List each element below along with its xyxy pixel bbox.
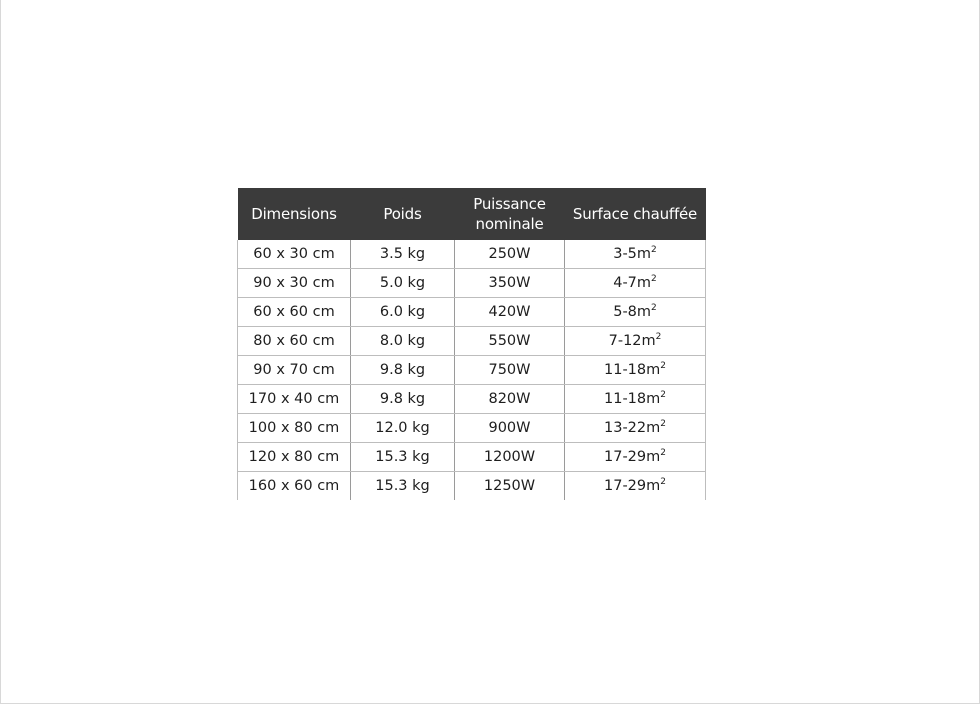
cell-dimensions: 90 x 70 cm: [238, 356, 351, 385]
surface-value: 17-29: [604, 478, 647, 494]
header-row: [238, 188, 706, 240]
cell-dimensions: 120 x 80 cm: [238, 443, 351, 472]
table-row: [238, 414, 706, 443]
cell-poids: 5.0 kg: [351, 269, 455, 298]
cell-surface: [565, 327, 706, 356]
surface-unit-exponent: 2: [660, 419, 666, 429]
header-surface-chauffee: Surface chauffée: [565, 188, 706, 240]
cell-puissance: 550W: [455, 327, 565, 356]
cell-surface: [565, 356, 706, 385]
surface-unit: m: [646, 391, 661, 407]
cell-surface: [565, 298, 706, 327]
surface-unit-exponent: 2: [660, 477, 666, 487]
cell-dimensions: 100 x 80 cm: [238, 414, 351, 443]
cell-puissance: 750W: [455, 356, 565, 385]
surface-value: 3-5: [613, 246, 637, 262]
cell-surface: [565, 269, 706, 298]
table-row: [238, 472, 706, 501]
cell-poids: 9.8 kg: [351, 385, 455, 414]
table-row: [238, 240, 706, 269]
table-row: [238, 327, 706, 356]
surface-value: 13-22: [604, 420, 647, 436]
cell-dimensions: 80 x 60 cm: [238, 327, 351, 356]
surface-unit-exponent: 2: [651, 274, 657, 284]
surface-unit-exponent: 2: [655, 332, 662, 342]
cell-puissance: 250W: [455, 240, 565, 269]
table-row: [238, 269, 706, 298]
table-row: [238, 385, 706, 414]
cell-poids: 9.8 kg: [351, 356, 455, 385]
surface-value: 5-8: [613, 304, 637, 320]
surface-value: 7-12: [608, 333, 642, 349]
cell-surface: [565, 385, 706, 414]
surface-value: 4-7: [613, 275, 637, 291]
cell-surface: [565, 414, 706, 443]
cell-puissance: 1250W: [455, 472, 565, 501]
cell-dimensions: 60 x 30 cm: [238, 240, 351, 269]
cell-poids: 15.3 kg: [351, 472, 455, 501]
cell-surface: [565, 240, 706, 269]
cell-poids: 8.0 kg: [351, 327, 455, 356]
cell-poids: 15.3 kg: [351, 443, 455, 472]
cell-poids: 3.5 kg: [351, 240, 455, 269]
cell-surface: [565, 472, 706, 501]
cell-surface: [565, 443, 706, 472]
surface-unit: m: [636, 246, 652, 262]
cell-puissance: 900W: [455, 414, 565, 443]
surface-unit: m: [646, 420, 661, 436]
surface-unit-exponent: 2: [651, 245, 657, 255]
surface-unit: m: [646, 478, 661, 494]
surface-unit: m: [641, 333, 656, 349]
surface-unit: m: [646, 362, 661, 378]
header-poids: Poids: [351, 188, 455, 240]
cell-dimensions: 90 x 30 cm: [238, 269, 351, 298]
table-row: [238, 298, 706, 327]
surface-value: 17-29: [604, 449, 647, 465]
surface-unit-exponent: 2: [660, 390, 666, 400]
table-row: [238, 443, 706, 472]
cell-dimensions: 60 x 60 cm: [238, 298, 351, 327]
table-header: [238, 188, 706, 240]
table-body: [238, 240, 706, 500]
surface-unit-exponent: 2: [651, 303, 657, 313]
cell-puissance: 1200W: [455, 443, 565, 472]
surface-unit: m: [636, 304, 652, 320]
surface-unit: m: [636, 275, 652, 291]
table-row: [238, 356, 706, 385]
cell-puissance: 420W: [455, 298, 565, 327]
cell-dimensions: 160 x 60 cm: [238, 472, 351, 501]
cell-dimensions: 170 x 40 cm: [238, 385, 351, 414]
surface-value: 11-18: [604, 362, 647, 378]
cell-puissance: 820W: [455, 385, 565, 414]
cell-poids: 6.0 kg: [351, 298, 455, 327]
header-dimensions: Dimensions: [238, 188, 351, 240]
cell-poids: 12.0 kg: [351, 414, 455, 443]
surface-unit: m: [646, 449, 661, 465]
specifications-table: [237, 188, 706, 500]
surface-unit-exponent: 2: [660, 361, 666, 371]
cell-puissance: 350W: [455, 269, 565, 298]
surface-value: 11-18: [604, 391, 647, 407]
surface-unit-exponent: 2: [660, 448, 666, 458]
header-puissance-nominale: Puissance nominale: [455, 188, 565, 240]
